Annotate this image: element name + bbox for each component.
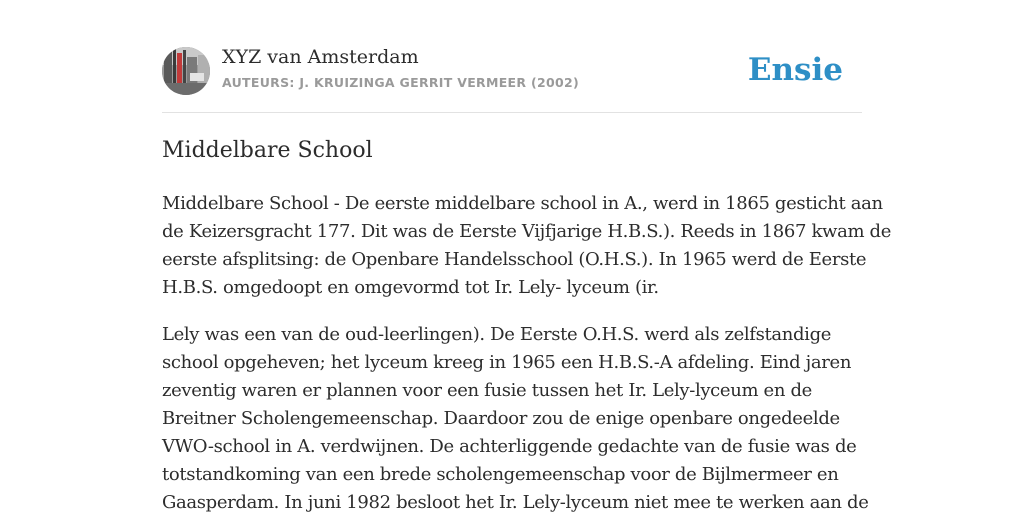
- text-line: school opgeheven; het lyceum kreeg in 1965 een H.B.S.-A afdeling. Eind jaren: [162, 352, 852, 373]
- text-line: de Keizersgracht 177. Dit was de Eerste Vijfjarige H.B.S.). Reeds in 1867 kwam de: [162, 221, 892, 242]
- text-line: Lely was een van de oud-leerlingen). De Eerste O.H.S. werd als zelfstandige: [162, 324, 832, 345]
- entry-paragraph-1: [162, 190, 892, 302]
- book-cover-thumbnail-icon: [162, 47, 210, 95]
- entry-title: Middelbare School: [162, 138, 373, 163]
- text-line: zeventig waren er plannen voor een fusie tussen het Ir. Lely-lyceum en de: [162, 380, 812, 401]
- text-line: totstandkoming van een brede scholengemeenschap voor de Bijlmermeer en: [162, 464, 839, 485]
- book-cover-avatar[interactable]: [162, 47, 210, 95]
- entry-paragraph-2: [162, 321, 869, 512]
- book-header: [162, 46, 862, 113]
- text-line: Gaasperdam. In juni 1982 besloot het Ir. Lely-lyceum niet mee te werken aan de: [162, 492, 869, 512]
- text-line: H.B.S. omgedoopt en omgevormd tot Ir. Lely- lyceum (ir.: [162, 277, 659, 298]
- book-authors: AUTEURS: J. KRUIZINGA GERRIT VERMEER (2002): [222, 75, 579, 90]
- ensie-logo[interactable]: Ensie: [747, 52, 843, 88]
- text-line: VWO-school in A. verdwijnen. De achterliggende gedachte van de fusie was de: [162, 436, 857, 457]
- text-line: eerste afsplitsing: de Openbare Handelsschool (O.H.S.). In 1965 werd de Eerste: [162, 249, 867, 270]
- text-line: Middelbare School - De eerste middelbare school in A., werd in 1865 gesticht aan: [162, 193, 883, 214]
- text-line: Breitner Scholengemeenschap. Daardoor zou de enige openbare ongedeelde: [162, 408, 840, 429]
- book-title[interactable]: XYZ van Amsterdam: [222, 46, 419, 68]
